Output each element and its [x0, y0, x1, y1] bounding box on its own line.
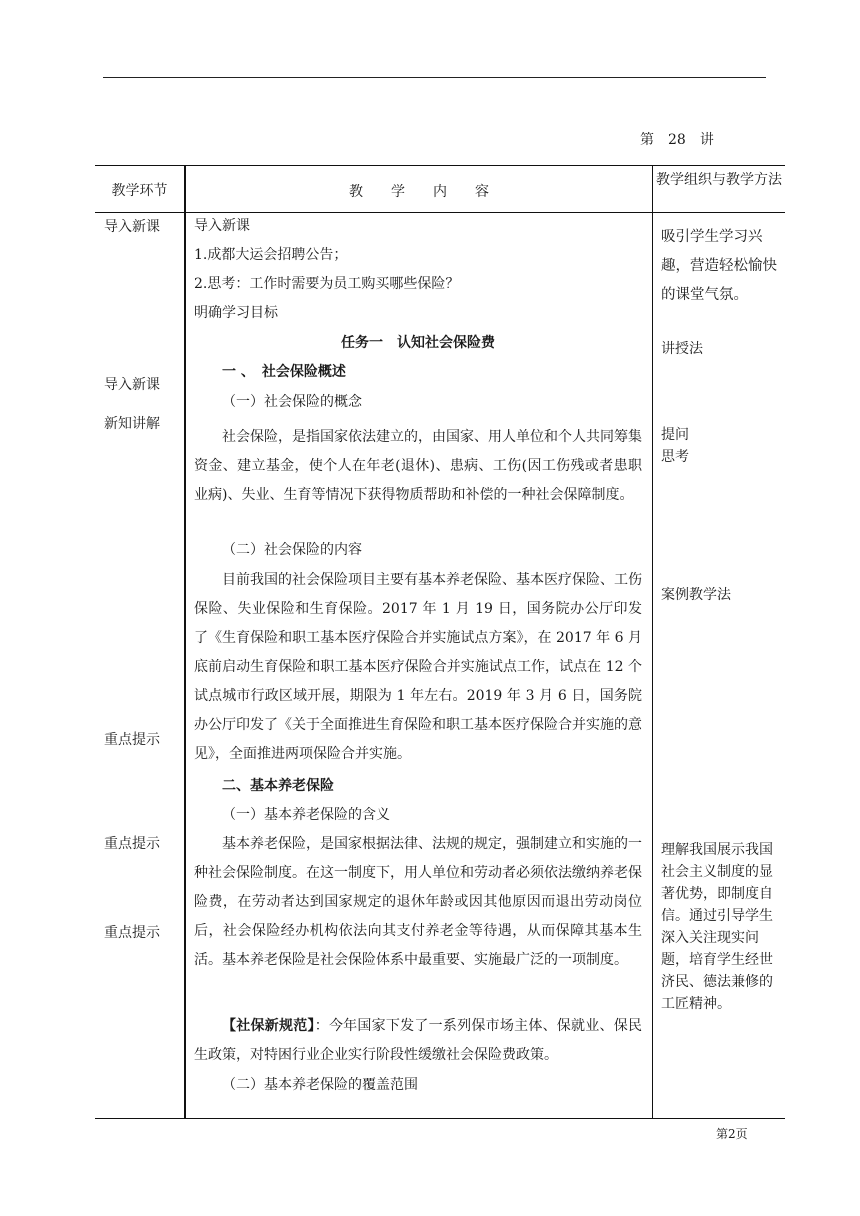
subsection-title: （一）基本养老保险的含义 [222, 807, 390, 823]
header-stage: 教学环节 [111, 183, 168, 199]
header-content: 教 学 内 容 [349, 184, 489, 200]
stage-label: 新知讲解 [104, 416, 160, 432]
method-note: 吸引学生学习兴趣，营造轻松愉快的课堂气氛。 [661, 229, 777, 303]
paragraph: 目前我国的社会保险项目主要有基本养老保险、基本医疗保险、工伤保险、失业保险和生育保险。2017 年 1 月 19 日，国务院办公厅印发了《生育保险和职工基本医疗保险合并实施试点方案》，在 2017 年 6 月底前启动生育保险和职工基本医疗保险合并实施试点工作，试点在 12 个试点城市行政区域开展，期限为 1 年左右。2019 年 3 月 6 日，国务院办公厅印发了《关于全面推进生育保险和职工基本医疗保险合并实施的意见》，全面推进两项保险合并实施。 [194, 572, 642, 762]
paragraph: 社会保险，是指国家依法建立的，由国家、用人单位和个人共同筹集资金、建立基金，使个人在年老(退休)、患病、工伤(因工伤残或者患职业病)、失业、生育等情况下获得物质帮助和补偿的一种社会保障制度。 [194, 429, 642, 503]
method-note: 思考 [661, 449, 689, 465]
method-note: 讲授法 [661, 341, 703, 357]
subsection-title: （二）基本养老保险的覆盖范围 [222, 1077, 418, 1093]
table-bottom-border [95, 1118, 785, 1119]
column-divider-2 [652, 165, 653, 1118]
column-divider-1 [184, 165, 186, 1118]
policy-note-text: ：今年国家下发了一系列保市场主体、保就业、保民生政策，对特困行业企业实行阶段性缓缴社会保险费政策。 [194, 1018, 643, 1063]
section-title: 一 、 社会保险概述 [222, 364, 346, 380]
policy-note [194, 1012, 642, 1070]
intro-item: 1.成都大运会招聘公告； [194, 247, 348, 263]
subsection-title: （二）社会保险的内容 [222, 542, 362, 558]
page-number: 第2页 [716, 1127, 748, 1141]
header-rule [103, 77, 766, 78]
method-note: 理解我国展示我国社会主义制度的显著优势，即制度自信。通过引导学生深入关注现实问题，培育学生经世济民、德法兼修的工匠精神。 [661, 842, 773, 1012]
subsection-title: （一）社会保险的概念 [222, 394, 362, 410]
method-note: 案例教学法 [661, 587, 731, 603]
intro-item: 2.思考：工作时需要为员工购买哪些保险？ [194, 276, 460, 292]
stage-label: 导入新课 [104, 219, 160, 235]
section-title: 二、基本养老保险 [222, 778, 334, 794]
header-method: 教学组织与教学方法 [656, 172, 782, 188]
intro-title: 导入新课 [194, 218, 250, 234]
task-title: 任务一 认知社会保险费 [341, 335, 495, 351]
stage-label: 导入新课 [104, 377, 160, 393]
stage-label: 重点提示 [104, 836, 160, 852]
table-top-border [95, 165, 785, 166]
learning-goal: 明确学习目标 [194, 305, 278, 321]
policy-note-label: 【社保新规范】 [222, 1018, 315, 1034]
method-note: 提问 [661, 427, 689, 443]
stage-label: 重点提示 [104, 925, 160, 941]
lecture-number: 第 28 讲 [640, 132, 714, 148]
paragraph: 基本养老保险，是国家根据法律、法规的规定，强制建立和实施的一种社会保险制度。在这一制度下，用人单位和劳动者必须依法缴纳养老保险费，在劳动者达到国家规定的退休年龄或因其他原因而退出劳动岗位后，社会保险经办机构依法向其支付养老金等待遇，从而保障其基本生活。基本养老保险是社会保险体系中最重要、实施最广泛的一项制度。 [194, 836, 642, 968]
stage-label: 重点提示 [104, 732, 160, 748]
